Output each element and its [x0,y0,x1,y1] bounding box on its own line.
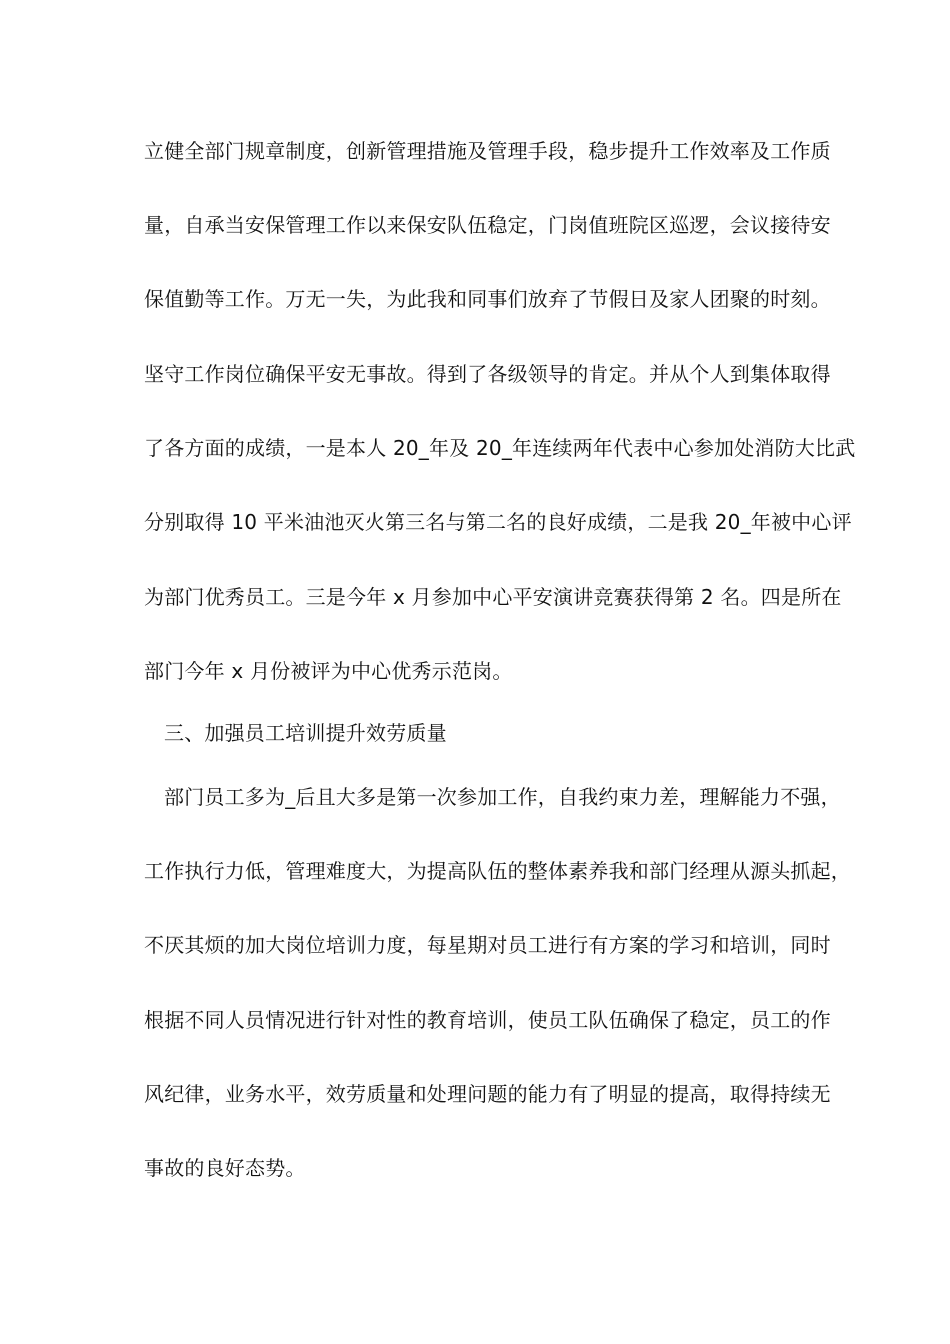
paragraph-1-line-4: 坚守工作岗位确保平安无事故。得到了各级领导的肯定。并从个人到集体取得 [144,362,831,386]
paragraph-1-line-5: 了各方面的成绩，一是本人 20_年及 20_年连续两年代表中心参加处消防大比武 [144,436,856,460]
paragraph-1-line-1: 立健全部门规章制度，创新管理措施及管理手段，稳步提升工作效率及工作质 [144,139,831,163]
paragraph-1-line-3: 保值勤等工作。万无一失，为此我和同事们放弃了节假日及家人团聚的时刻。 [144,287,831,311]
paragraph-2-line-6: 事故的良好态势。 [144,1156,306,1180]
paragraph-2-line-5: 风纪律，业务水平，效劳质量和处理问题的能力有了明显的提高，取得持续无 [144,1082,831,1106]
paragraph-2-line-1: 部门员工多为_后且大多是第一次参加工作，自我约束力差，理解能力不强， [164,785,841,809]
paragraph-1-line-2: 量，自承当安保管理工作以来保安队伍稳定，门岗值班院区巡逻，会议接待安 [144,213,831,237]
paragraph-1-line-6: 分别取得 10 平米油池灭火第三名与第二名的良好成绩，二是我 20_年被中心评 [144,510,852,534]
paragraph-2-line-4: 根据不同人员情况进行针对性的教育培训，使员工队伍确保了稳定，员工的作 [144,1008,831,1032]
section-heading: 三、加强员工培训提升效劳质量 [164,721,447,745]
paragraph-1-line-8: 部门今年 x 月份被评为中心优秀示范岗。 [144,659,513,683]
paragraph-2-line-3: 不厌其烦的加大岗位培训力度，每星期对员工进行有方案的学习和培训，同时 [144,933,831,957]
paragraph-2-line-2: 工作执行力低，管理难度大，为提高队伍的整体素养我和部门经理从源头抓起， [144,859,851,883]
paragraph-1-line-7: 为部门优秀员工。三是今年 x 月参加中心平安演讲竞赛获得第 2 名。四是所在 [144,585,842,609]
